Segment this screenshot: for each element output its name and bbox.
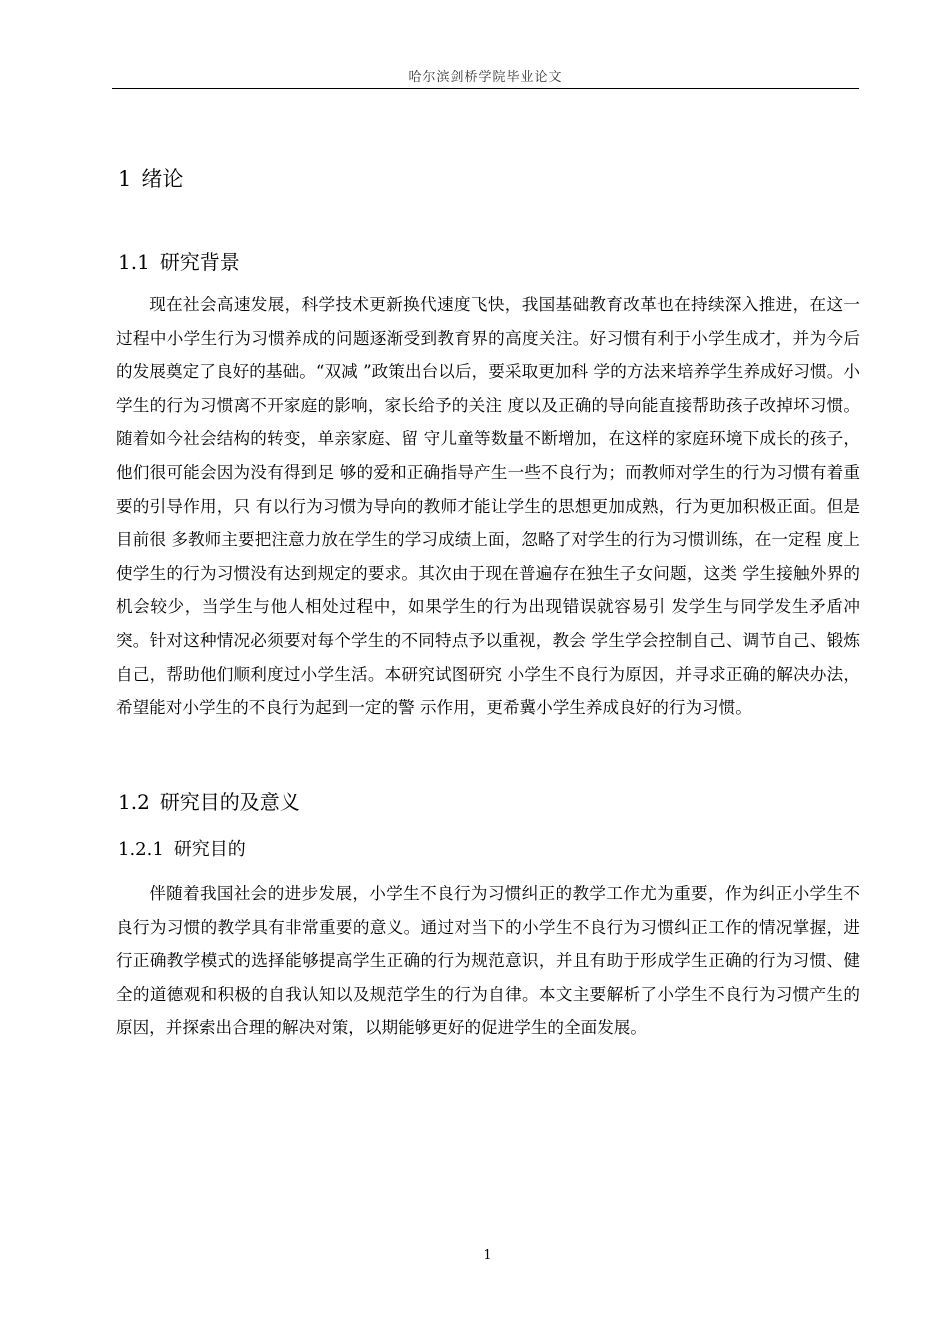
chapter-title: 绪论 [141, 167, 184, 191]
section-1-2-title: 研究目的及意义 [159, 790, 300, 814]
page-header-title: 哈尔滨剑桥学院毕业论文 [408, 70, 563, 85]
section-1-1-heading [118, 248, 240, 276]
section-1-2-heading [118, 788, 300, 816]
section-1-2-number: 1.2 [118, 790, 150, 814]
section-1-2-1-number: 1.2.1 [118, 839, 164, 860]
section-1-2-1-heading [118, 837, 246, 863]
section-1-1-title: 研究背景 [159, 250, 240, 274]
chapter-heading [118, 164, 183, 194]
header-divider [112, 88, 859, 89]
page-number: 1 [483, 1248, 492, 1263]
section-1-1-number: 1.1 [118, 250, 150, 274]
chapter-number: 1 [118, 167, 132, 191]
research-purpose-paragraph: 伴随着我国社会的进步发展，小学生不良行为习惯纠正的教学工作尤为重要，作为纠正小学生不良行为习惯的教学具有非常重要的意义。通过对当下的小学生不良行为习惯纠正工作的情况掌握，进行正确教学模式的选择能够提高学生正确的行为规范意识，并且有助于形成学生正确的行为习惯、健全的道德观和积极的自我认知以及规范学生的行为自律。本文主要解析了小学生不良行为习惯产生的原因，并探索出合理的解决对策，以期能够更好的促进学生的全面发展。 [116, 884, 860, 1038]
research-background-paragraph: 现在社会高速发展，科学技术更新换代速度飞快，我国基础教育改革也在持续深入推进，在这一过程中小学生行为习惯养成的问题逐渐受到教育界的高度关注。好习惯有利于小学生成才，并为今后的发展奠定了良好的基础。“双减 ”政策出台以后，要采取更加科 学的方法来培养学生养成好习惯。小学生的行为习惯离不开家庭的影响，家长给予的关注 度以及正确的导向能直接帮助孩子改掉坏习惯。随着如今社会结构的转变，单亲家庭、留 守儿童等数量不断增加，在这样的家庭环境下成长的孩子，他们很可能会因为没有得到足 够的爱和正确指导产生一些不良行为；而教师对学生的行为习惯有着重要的引导作用，只 有以行为习惯为导向的教师才能让学生的思想更加成熟，行为更加积极正面。但是目前很 多教师主要把注意力放在学生的学习成绩上面，忽略了对学生的行为习惯训练，在一定程 度上使学生的行为习惯没有达到规定的要求。其次由于现在普遍存在独生子女问题，这类 学生接触外界的机会较少，当学生与他人相处过程中，如果学生的行为出现错误就容易引 发学生与同学发生矛盾冲突。针对这种情况必须要对每个学生的不同特点予以重视，教会 学生学会控制自己、调节自己、锻炼自己，帮助他们顺利度过小学生活。本研究试图研究 小学生不良行为原因，并寻求正确的解决办法，希望能对小学生的不良行为起到一定的警 示作用，更希冀小学生养成良好的行为习惯。 [116, 295, 860, 718]
section-1-2-1-title: 研究目的 [173, 839, 246, 860]
